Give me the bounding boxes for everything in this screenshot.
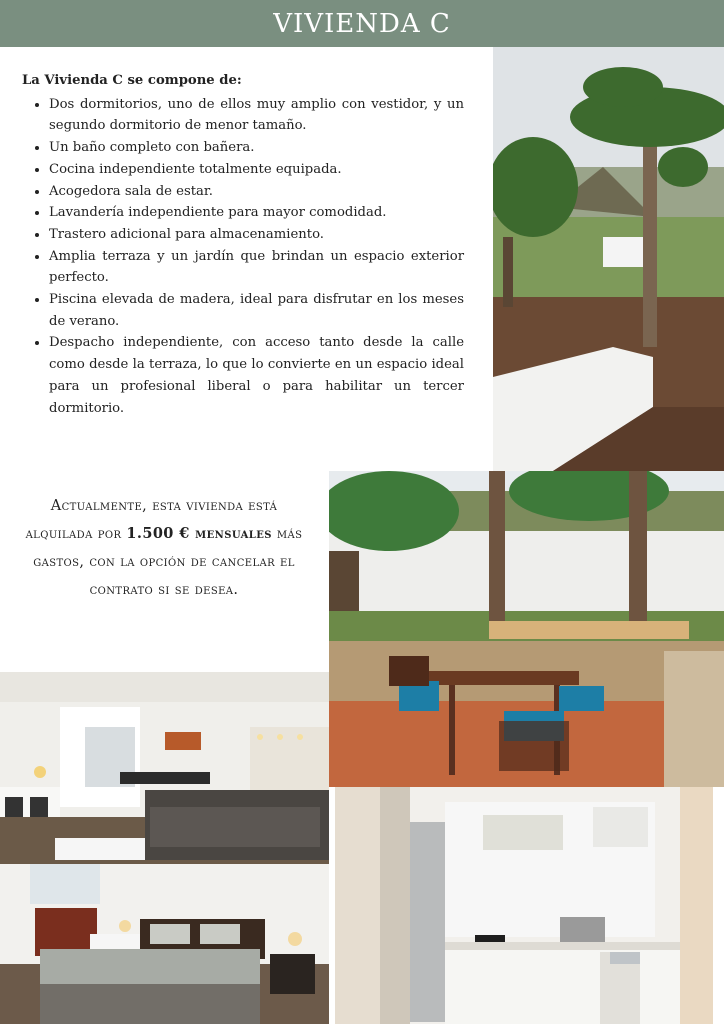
page-header — [0, 0, 724, 47]
page-title: VIVIENDA C — [273, 8, 451, 39]
features-lead: La Vivienda C se compone de: — [22, 73, 242, 88]
rent-text-start: Actualmente, esta vivienda está alquilada por — [25, 498, 278, 542]
feature-item: • Trastero adicional para almacenamiento. — [49, 224, 464, 246]
rent-price-note — [18, 492, 310, 604]
feature-item: • Un baño completo con bañera. — [49, 137, 464, 159]
garden-palms-photo — [493, 47, 724, 471]
feature-item: • Acogedora sala de estar. — [49, 181, 464, 203]
feature-item: • Dos dormitorios, uno de ellos muy amplio con vestidor, y un segundo dormitorio de menor tamaño. — [49, 94, 464, 137]
feature-item: • Lavandería independiente para mayor comodidad. — [49, 202, 464, 224]
living-room-photo — [0, 672, 329, 864]
rent-text-end: más gastos, con la opción de cancelar el contrato si se desea. — [33, 526, 303, 598]
feature-item: • Piscina elevada de madera, ideal para disfrutar en los meses de verano. — [49, 289, 464, 332]
features-list — [22, 94, 464, 420]
terrace-dining-photo — [329, 471, 724, 787]
feature-item: • Despacho independiente, con acceso tanto desde la calle como desde la terraza, lo que lo convierte en un espacio ideal para un profesional liberal o para habilitar un tercer dormitorio. — [49, 332, 464, 419]
kitchen-photo — [335, 787, 713, 1024]
feature-item: • Cocina independiente totalmente equipada. — [49, 159, 464, 181]
features-section — [22, 70, 464, 419]
feature-item: • Amplia terraza y un jardín que brindan un espacio exterior perfecto. — [49, 246, 464, 289]
bedroom-photo — [0, 864, 329, 1024]
rent-amount: 1.500 € mensuales — [126, 525, 272, 542]
